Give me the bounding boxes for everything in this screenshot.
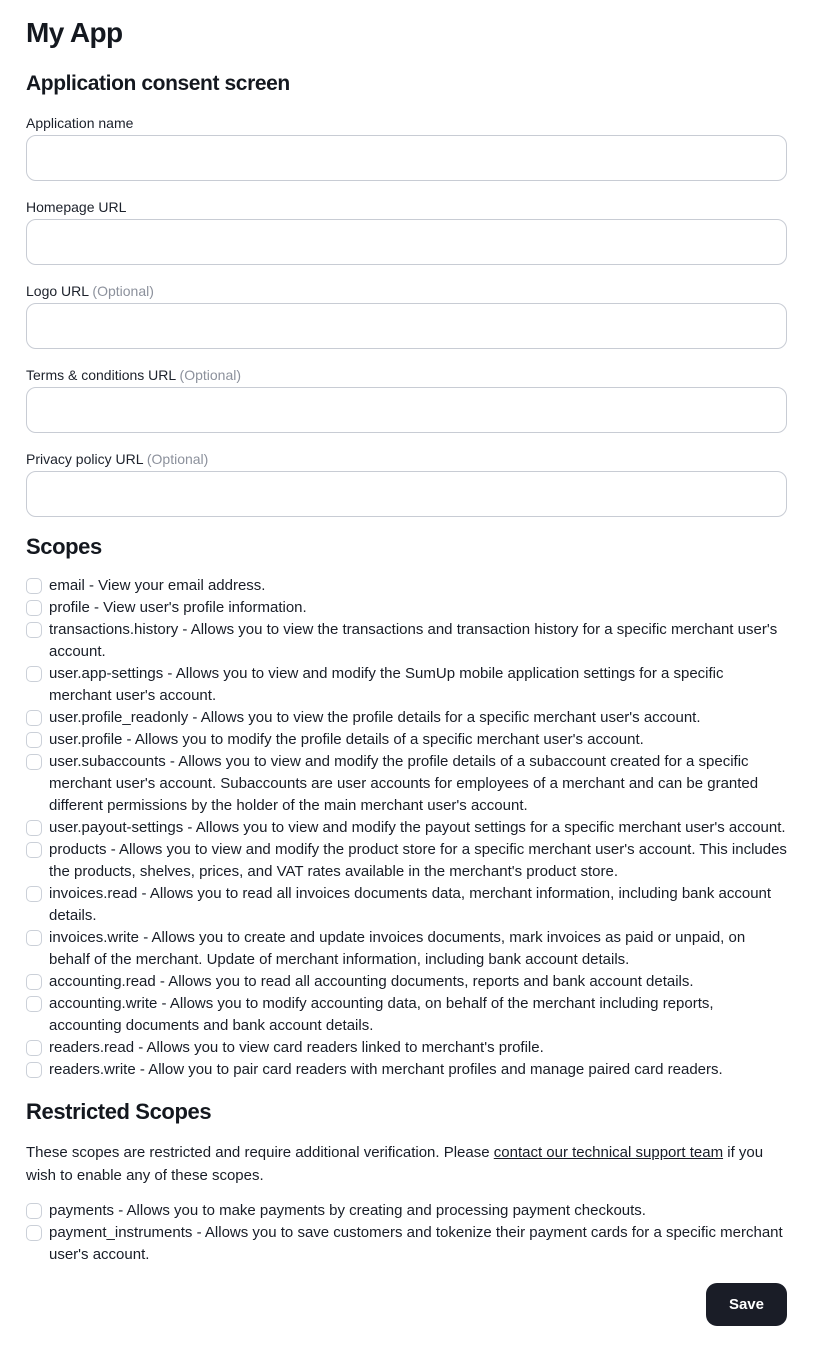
scope-row[interactable] (26, 619, 787, 663)
homepage-url-label (26, 198, 787, 216)
scope-row[interactable] (26, 993, 787, 1037)
field-label-text: Homepage URL (26, 199, 127, 215)
scope-checkbox[interactable] (26, 930, 42, 946)
homepage-url-input[interactable] (26, 219, 787, 265)
scope-label: email - View your email address. (49, 577, 266, 594)
scope-checkbox[interactable] (26, 1040, 42, 1056)
scope-label: invoices.read - Allows you to read all invoices documents data, merchant information, including bank account details. (49, 885, 772, 924)
scope-label: readers.write - Allow you to pair card readers with merchant profiles and manage paired card readers. (49, 1061, 723, 1078)
form-actions (26, 1283, 787, 1326)
scope-label: payment_instruments - Allows you to save customers and tokenize their payment cards for a specific merchant user's account. (49, 1224, 783, 1263)
scope-label: user.profile - Allows you to modify the profile details of a specific merchant user's account. (49, 731, 644, 748)
scope-checkbox[interactable] (26, 842, 42, 858)
scope-label: transactions.history - Allows you to view the transactions and transaction history for a specific merchant user's account. (49, 621, 778, 660)
scope-label: invoices.write - Allows you to create and update invoices documents, mark invoices as paid or unpaid, on behalf of the merchant. Update of merchant information, including bank account details. (49, 929, 746, 968)
field-group-homepage-url (26, 198, 787, 265)
scope-row[interactable] (26, 971, 787, 993)
scope-checkbox[interactable] (26, 886, 42, 902)
field-label-text: Application name (26, 115, 134, 131)
application-name-input[interactable] (26, 135, 787, 181)
logo-url-input[interactable] (26, 303, 787, 349)
field-label-text: Privacy policy URL (26, 451, 143, 467)
scope-checkbox[interactable] (26, 820, 42, 836)
field-label-text: Logo URL (26, 283, 89, 299)
scope-row[interactable] (26, 707, 787, 729)
scope-label: payments - Allows you to make payments by creating and processing payment checkouts. (49, 1202, 646, 1219)
scope-row[interactable] (26, 1222, 787, 1266)
consent-screen-heading: Application consent screen (26, 72, 290, 95)
terms-url-label (26, 366, 787, 384)
scopes-heading: Scopes (26, 534, 102, 559)
scope-checkbox[interactable] (26, 754, 42, 770)
scope-row[interactable] (26, 751, 787, 817)
scope-checkbox[interactable] (26, 600, 42, 616)
scope-row[interactable] (26, 729, 787, 751)
scope-label: readers.read - Allows you to view card readers linked to merchant's profile. (49, 1039, 544, 1056)
scope-label: user.profile_readonly - Allows you to view the profile details for a specific merchant user's account. (49, 709, 701, 726)
scope-row[interactable] (26, 663, 787, 707)
scope-checkbox[interactable] (26, 1203, 42, 1219)
scope-row[interactable] (26, 1037, 787, 1059)
restricted-scopes-heading: Restricted Scopes (26, 1099, 212, 1124)
scope-checkbox[interactable] (26, 732, 42, 748)
scope-row[interactable] (26, 575, 787, 597)
scope-row[interactable] (26, 817, 787, 839)
restricted-intro-text-before: These scopes are restricted and require additional verification. Please (26, 1144, 494, 1161)
scope-row[interactable] (26, 839, 787, 883)
field-group-application-name (26, 114, 787, 181)
scope-checkbox[interactable] (26, 974, 42, 990)
terms-url-input[interactable] (26, 387, 787, 433)
scope-checkbox[interactable] (26, 1225, 42, 1241)
scope-row[interactable] (26, 883, 787, 927)
restricted-scopes-list (26, 1200, 787, 1266)
field-label-text: Terms & conditions URL (26, 367, 176, 383)
scope-label: products - Allows you to view and modify the product store for a specific merchant user's account. This includes the products, shelves, prices, and VAT rates available in the merchant's product store. (49, 841, 787, 880)
scope-checkbox[interactable] (26, 666, 42, 682)
optional-tag: (Optional) (179, 367, 242, 383)
optional-tag: (Optional) (146, 451, 209, 467)
scope-label: user.payout-settings - Allows you to view and modify the payout settings for a specific merchant user's account. (49, 819, 786, 836)
page-title: My App (26, 17, 123, 48)
scope-row[interactable] (26, 1059, 787, 1081)
scope-label: accounting.read - Allows you to read all accounting documents, reports and bank account details. (49, 973, 694, 990)
restricted-intro-text-after: if you wish to enable any of these scopes. (26, 1144, 764, 1184)
scope-label: user.subaccounts - Allows you to view and modify the profile details of a subaccount created for a specific merchant user's account. Subaccounts are user accounts for employees of a merchant and can be granted different permissions by the holder of the main merchant user's account. (49, 753, 759, 814)
scope-checkbox[interactable] (26, 1062, 42, 1078)
scope-row[interactable] (26, 597, 787, 619)
support-link[interactable]: contact our technical support team (493, 1144, 724, 1161)
logo-url-label (26, 282, 787, 300)
restricted-scopes-intro (26, 1141, 787, 1187)
save-button[interactable]: Save (706, 1283, 787, 1326)
scope-label: accounting.write - Allows you to modify accounting data, on behalf of the merchant including reports, accounting documents and bank account details. (49, 995, 714, 1034)
privacy-url-label (26, 450, 787, 468)
field-group-terms-url (26, 366, 787, 433)
scope-checkbox[interactable] (26, 578, 42, 594)
privacy-url-input[interactable] (26, 471, 787, 517)
scope-row[interactable] (26, 1200, 787, 1222)
scope-label: profile - View user's profile information. (49, 599, 307, 616)
field-group-logo-url (26, 282, 787, 349)
application-name-label (26, 114, 787, 132)
scope-checkbox[interactable] (26, 622, 42, 638)
scope-checkbox[interactable] (26, 996, 42, 1012)
optional-tag: (Optional) (92, 283, 154, 299)
scope-label: user.app-settings - Allows you to view and modify the SumUp mobile application settings for a specific merchant user's account. (49, 665, 724, 704)
field-group-privacy-url (26, 450, 787, 517)
scopes-list (26, 575, 787, 1081)
scope-row[interactable] (26, 927, 787, 971)
scope-checkbox[interactable] (26, 710, 42, 726)
